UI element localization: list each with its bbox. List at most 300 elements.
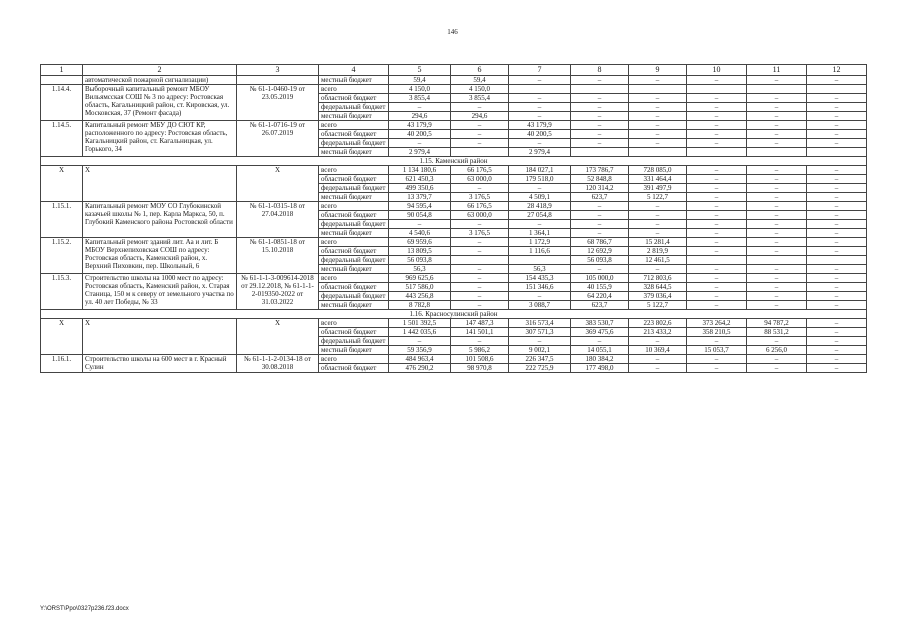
table-row bbox=[41, 319, 867, 328]
amount-cell: – bbox=[807, 76, 867, 85]
funding-source: федеральный бюджет bbox=[319, 103, 389, 112]
amount-cell: 40 155,9 bbox=[571, 283, 629, 292]
amount-cell: – bbox=[451, 220, 509, 229]
amount-cell: – bbox=[687, 247, 747, 256]
funding-source: всего bbox=[319, 121, 389, 130]
amount-cell: – bbox=[807, 328, 867, 337]
amount-cell: – bbox=[807, 193, 867, 202]
amount-cell: – bbox=[687, 202, 747, 211]
amount-cell bbox=[629, 85, 687, 94]
budget-table bbox=[40, 64, 867, 373]
amount-cell: – bbox=[807, 130, 867, 139]
amount-cell: 383 530,7 bbox=[571, 319, 629, 328]
amount-cell: 14 055,1 bbox=[571, 346, 629, 355]
amount-cell: – bbox=[509, 184, 571, 193]
amount-cell: – bbox=[389, 220, 451, 229]
amount-cell: 184 027,1 bbox=[509, 166, 571, 175]
object-description: Х bbox=[83, 166, 237, 202]
amount-cell: – bbox=[629, 139, 687, 148]
funding-source: областной бюджет bbox=[319, 283, 389, 292]
header-cell: 3 bbox=[237, 65, 319, 76]
amount-cell: – bbox=[629, 355, 687, 364]
funding-source: всего bbox=[319, 274, 389, 283]
funding-source: областной бюджет bbox=[319, 94, 389, 103]
item-number: 1.15.2. bbox=[41, 238, 83, 274]
amount-cell: 94 787,2 bbox=[747, 319, 807, 328]
amount-cell: – bbox=[509, 220, 571, 229]
amount-cell: – bbox=[509, 337, 571, 346]
amount-cell: – bbox=[451, 130, 509, 139]
header-cell: 7 bbox=[509, 65, 571, 76]
amount-cell: – bbox=[747, 229, 807, 238]
amount-cell: – bbox=[807, 112, 867, 121]
funding-source: областной бюджет bbox=[319, 328, 389, 337]
amount-cell: – bbox=[509, 139, 571, 148]
amount-cell: – bbox=[451, 121, 509, 130]
amount-cell: – bbox=[571, 121, 629, 130]
amount-cell: – bbox=[807, 274, 867, 283]
amount-cell: 1 501 392,5 bbox=[389, 319, 451, 328]
amount-cell: – bbox=[451, 238, 509, 247]
amount-cell: – bbox=[571, 220, 629, 229]
item-number: 1.16.1. bbox=[41, 355, 83, 373]
amount-cell: 373 264,2 bbox=[687, 319, 747, 328]
object-description: Выборочный капитальный ремонт МБОУ Вильямсская СОШ № 3 по адресу: Ростовская область, Кагальницкий район, ст. Кировская, ул. Московская, 37 (Ремонт фасада) bbox=[83, 85, 237, 121]
amount-cell: 52 848,8 bbox=[571, 175, 629, 184]
amount-cell: 15 053,7 bbox=[687, 346, 747, 355]
amount-cell: – bbox=[807, 103, 867, 112]
amount-cell: – bbox=[571, 211, 629, 220]
amount-cell: 728 085,0 bbox=[629, 166, 687, 175]
amount-cell: 1 116,6 bbox=[509, 247, 571, 256]
amount-cell: – bbox=[747, 211, 807, 220]
amount-cell: – bbox=[687, 112, 747, 121]
item-number bbox=[41, 76, 83, 85]
amount-cell: – bbox=[687, 139, 747, 148]
amount-cell: – bbox=[687, 229, 747, 238]
amount-cell: 1 364,1 bbox=[509, 229, 571, 238]
object-description: Капитальный ремонт МОУ СО Глубокинской казачьей школы № 1, пер. Карла Маркса, 50, п. Глубокий Каменского района Ростовской области bbox=[83, 202, 237, 238]
funding-source: местный бюджет bbox=[319, 346, 389, 355]
object-description: Капитальный ремонт МБУ ДО СЮТ КР, расположенного по адресу: Ростовская область, Кагальницкий район, ст. Кагальницкая, ул. Горького, 34 bbox=[83, 121, 237, 157]
document-reference bbox=[237, 76, 319, 85]
amount-cell: – bbox=[571, 202, 629, 211]
file-path: Y:\ORST\Ppo\0327p236.f23.docx bbox=[40, 606, 129, 612]
funding-source: федеральный бюджет bbox=[319, 292, 389, 301]
amount-cell: – bbox=[747, 103, 807, 112]
amount-cell: – bbox=[807, 94, 867, 103]
header-cell: 5 bbox=[389, 65, 451, 76]
amount-cell: – bbox=[807, 121, 867, 130]
amount-cell: 98 970,8 bbox=[451, 364, 509, 373]
amount-cell: – bbox=[747, 94, 807, 103]
amount-cell: 63 000,0 bbox=[451, 211, 509, 220]
amount-cell: – bbox=[389, 139, 451, 148]
amount-cell: – bbox=[807, 292, 867, 301]
amount-cell: 391 497,9 bbox=[629, 184, 687, 193]
amount-cell: 12 461,5 bbox=[629, 256, 687, 265]
amount-cell: – bbox=[807, 202, 867, 211]
amount-cell: 179 518,0 bbox=[509, 175, 571, 184]
amount-cell: 56,3 bbox=[389, 265, 451, 274]
header-cell: 6 bbox=[451, 65, 509, 76]
amount-cell: 147 487,3 bbox=[451, 319, 509, 328]
amount-cell: – bbox=[747, 274, 807, 283]
amount-cell: 358 210,5 bbox=[687, 328, 747, 337]
amount-cell: – bbox=[451, 139, 509, 148]
amount-cell: – bbox=[451, 337, 509, 346]
amount-cell: 56,3 bbox=[509, 265, 571, 274]
header-cell: 11 bbox=[747, 65, 807, 76]
amount-cell: – bbox=[629, 229, 687, 238]
amount-cell: – bbox=[571, 229, 629, 238]
amount-cell: 294,6 bbox=[389, 112, 451, 121]
document-reference: Х bbox=[237, 319, 319, 355]
amount-cell: 499 350,6 bbox=[389, 184, 451, 193]
amount-cell: – bbox=[807, 355, 867, 364]
amount-cell: – bbox=[629, 94, 687, 103]
amount-cell: – bbox=[629, 211, 687, 220]
amount-cell: – bbox=[451, 184, 509, 193]
amount-cell: 2 979,4 bbox=[389, 148, 451, 157]
amount-cell bbox=[747, 256, 807, 265]
item-number: 1.14.4. bbox=[41, 85, 83, 121]
amount-cell: – bbox=[747, 337, 807, 346]
amount-cell: – bbox=[747, 193, 807, 202]
amount-cell: 141 501,1 bbox=[451, 328, 509, 337]
amount-cell bbox=[509, 85, 571, 94]
amount-cell bbox=[807, 148, 867, 157]
funding-source: местный бюджет bbox=[319, 112, 389, 121]
amount-cell: 226 347,5 bbox=[509, 355, 571, 364]
amount-cell: – bbox=[509, 76, 571, 85]
document-reference: № 61-1-0315-18 от 27.04.2018 bbox=[237, 202, 319, 238]
amount-cell: 2 819,9 bbox=[629, 247, 687, 256]
amount-cell: – bbox=[389, 103, 451, 112]
amount-cell: 443 256,8 bbox=[389, 292, 451, 301]
amount-cell: 213 433,2 bbox=[629, 328, 687, 337]
amount-cell bbox=[571, 85, 629, 94]
amount-cell bbox=[629, 148, 687, 157]
amount-cell: – bbox=[509, 292, 571, 301]
amount-cell: – bbox=[629, 265, 687, 274]
amount-cell: 94 595,4 bbox=[389, 202, 451, 211]
amount-cell: 1 134 180,6 bbox=[389, 166, 451, 175]
item-number: 1.15.3. bbox=[41, 274, 83, 310]
amount-cell: 379 036,4 bbox=[629, 292, 687, 301]
amount-cell: 68 786,7 bbox=[571, 238, 629, 247]
table-row bbox=[41, 166, 867, 175]
amount-cell: 120 314,2 bbox=[571, 184, 629, 193]
amount-cell: 517 586,0 bbox=[389, 283, 451, 292]
amount-cell: 5 122,7 bbox=[629, 301, 687, 310]
document-reference: № 61-1-0460-19 от 23.05.2019 bbox=[237, 85, 319, 121]
amount-cell: – bbox=[451, 274, 509, 283]
object-description: Х bbox=[83, 319, 237, 355]
amount-cell: 43 179,9 bbox=[509, 121, 571, 130]
amount-cell: 4 509,1 bbox=[509, 193, 571, 202]
amount-cell: 3 088,7 bbox=[509, 301, 571, 310]
funding-source: федеральный бюджет bbox=[319, 139, 389, 148]
amount-cell bbox=[807, 85, 867, 94]
amount-cell: 222 725,9 bbox=[509, 364, 571, 373]
object-description: Строительство школы на 600 мест в г. Красный Сулин bbox=[83, 355, 237, 373]
amount-cell: 40 200,5 bbox=[389, 130, 451, 139]
amount-cell: – bbox=[747, 283, 807, 292]
amount-cell: – bbox=[451, 292, 509, 301]
section-title: 1.15. Каменский район bbox=[41, 157, 867, 166]
amount-cell: 28 418,9 bbox=[509, 202, 571, 211]
item-number: Х bbox=[41, 166, 83, 202]
funding-source: областной бюджет bbox=[319, 247, 389, 256]
funding-source: местный бюджет bbox=[319, 76, 389, 85]
amount-cell: – bbox=[629, 220, 687, 229]
funding-source: всего bbox=[319, 202, 389, 211]
amount-cell: 13 379,7 bbox=[389, 193, 451, 202]
amount-cell: – bbox=[807, 283, 867, 292]
amount-cell: 66 176,5 bbox=[451, 166, 509, 175]
funding-source: федеральный бюджет bbox=[319, 220, 389, 229]
amount-cell: – bbox=[571, 139, 629, 148]
amount-cell: – bbox=[509, 112, 571, 121]
amount-cell: – bbox=[807, 238, 867, 247]
amount-cell: 5 122,7 bbox=[629, 193, 687, 202]
table-row bbox=[41, 85, 867, 94]
amount-cell: 40 200,5 bbox=[509, 130, 571, 139]
amount-cell: 712 803,6 bbox=[629, 274, 687, 283]
amount-cell bbox=[747, 148, 807, 157]
amount-cell: – bbox=[807, 247, 867, 256]
amount-cell: – bbox=[571, 94, 629, 103]
document-reference: Х bbox=[237, 166, 319, 202]
funding-source: федеральный бюджет bbox=[319, 256, 389, 265]
object-description: Строительство школы на 1000 мест по адресу: Ростовская область, Каменский район, х. Старая Станица, 150 м к северу от земельного участка по ул. 40 лет Победы, № 33 bbox=[83, 274, 237, 310]
amount-cell: – bbox=[389, 337, 451, 346]
amount-cell: – bbox=[451, 247, 509, 256]
amount-cell: – bbox=[687, 274, 747, 283]
amount-cell: – bbox=[571, 103, 629, 112]
amount-cell: 4 540,6 bbox=[389, 229, 451, 238]
header-cell: 9 bbox=[629, 65, 687, 76]
amount-cell: – bbox=[747, 121, 807, 130]
amount-cell: 9 002,1 bbox=[509, 346, 571, 355]
table-row bbox=[41, 274, 867, 283]
amount-cell: 69 959,6 bbox=[389, 238, 451, 247]
amount-cell: 4 150,0 bbox=[451, 85, 509, 94]
amount-cell: – bbox=[807, 337, 867, 346]
document-reference: № 61-1-1-2-0134-18 от 30.08.2018 bbox=[237, 355, 319, 373]
amount-cell: 2 979,4 bbox=[509, 148, 571, 157]
document-reference: № 61-1-1-3-009614-2018 от 29.12.2018, № 61-1-1-2-019350-2022 от 31.03.2022 bbox=[237, 274, 319, 310]
amount-cell: 328 644,5 bbox=[629, 283, 687, 292]
amount-cell: – bbox=[807, 220, 867, 229]
amount-cell: 59 356,9 bbox=[389, 346, 451, 355]
header-cell: 12 bbox=[807, 65, 867, 76]
amount-cell: – bbox=[629, 130, 687, 139]
amount-cell: – bbox=[747, 265, 807, 274]
amount-cell: – bbox=[747, 301, 807, 310]
amount-cell: 294,6 bbox=[451, 112, 509, 121]
amount-cell: – bbox=[747, 184, 807, 193]
table-row bbox=[41, 355, 867, 364]
amount-cell: – bbox=[571, 130, 629, 139]
amount-cell: – bbox=[629, 112, 687, 121]
amount-cell: 64 220,4 bbox=[571, 292, 629, 301]
amount-cell: – bbox=[807, 184, 867, 193]
funding-source: областной бюджет bbox=[319, 130, 389, 139]
amount-cell: – bbox=[687, 121, 747, 130]
header-cell: 8 bbox=[571, 65, 629, 76]
amount-cell: 5 986,2 bbox=[451, 346, 509, 355]
header-cell: 4 bbox=[319, 65, 389, 76]
amount-cell: – bbox=[629, 76, 687, 85]
amount-cell: – bbox=[687, 220, 747, 229]
amount-cell: – bbox=[747, 76, 807, 85]
amount-cell: 3 855,4 bbox=[451, 94, 509, 103]
amount-cell: – bbox=[687, 103, 747, 112]
amount-cell: – bbox=[747, 355, 807, 364]
amount-cell: – bbox=[571, 112, 629, 121]
amount-cell: 101 508,6 bbox=[451, 355, 509, 364]
amount-cell: 331 464,4 bbox=[629, 175, 687, 184]
amount-cell: 90 054,8 bbox=[389, 211, 451, 220]
amount-cell: – bbox=[687, 301, 747, 310]
amount-cell: – bbox=[807, 139, 867, 148]
amount-cell: 12 692,9 bbox=[571, 247, 629, 256]
table-row bbox=[41, 202, 867, 211]
amount-cell: – bbox=[509, 94, 571, 103]
funding-source: всего bbox=[319, 238, 389, 247]
amount-cell: – bbox=[571, 265, 629, 274]
amount-cell: 177 498,0 bbox=[571, 364, 629, 373]
amount-cell: – bbox=[747, 364, 807, 373]
object-description: автоматической пожарной сигнализации) bbox=[83, 76, 237, 85]
amount-cell: – bbox=[509, 103, 571, 112]
amount-cell: – bbox=[747, 139, 807, 148]
object-description: Капитальный ремонт зданий лит. Аа и лит. Б МБОУ Верхнепиховская СОШ по адресу: Ростовская область, Каменский район, х. Верхний Пиховкин, пер. Школьный, 6 bbox=[83, 238, 237, 274]
amount-cell: – bbox=[687, 130, 747, 139]
funding-source: областной бюджет bbox=[319, 211, 389, 220]
amount-cell: 3 176,5 bbox=[451, 193, 509, 202]
amount-cell: 10 369,4 bbox=[629, 346, 687, 355]
amount-cell: 8 782,8 bbox=[389, 301, 451, 310]
amount-cell: 484 963,4 bbox=[389, 355, 451, 364]
amount-cell: 151 346,6 bbox=[509, 283, 571, 292]
amount-cell: 180 384,2 bbox=[571, 355, 629, 364]
amount-cell: 307 571,3 bbox=[509, 328, 571, 337]
item-number: 1.15.1. bbox=[41, 202, 83, 238]
amount-cell: – bbox=[747, 238, 807, 247]
amount-cell: – bbox=[571, 337, 629, 346]
section-row bbox=[41, 310, 867, 319]
funding-source: местный бюджет bbox=[319, 301, 389, 310]
amount-cell: 623,7 bbox=[571, 193, 629, 202]
amount-cell: – bbox=[747, 202, 807, 211]
amount-cell bbox=[687, 256, 747, 265]
amount-cell bbox=[807, 256, 867, 265]
funding-source: областной бюджет bbox=[319, 175, 389, 184]
section-row bbox=[41, 157, 867, 166]
funding-source: федеральный бюджет bbox=[319, 337, 389, 346]
funding-source: местный бюджет bbox=[319, 229, 389, 238]
amount-cell: – bbox=[687, 166, 747, 175]
amount-cell: – bbox=[687, 337, 747, 346]
amount-cell: 56 093,8 bbox=[389, 256, 451, 265]
document-reference: № 61-1-0716-19 от 26.07.2019 bbox=[237, 121, 319, 157]
header-cell: 1 bbox=[41, 65, 83, 76]
amount-cell: 59,4 bbox=[451, 76, 509, 85]
amount-cell: – bbox=[747, 166, 807, 175]
amount-cell: – bbox=[571, 76, 629, 85]
amount-cell: – bbox=[687, 265, 747, 274]
amount-cell: 15 281,4 bbox=[629, 238, 687, 247]
amount-cell: – bbox=[747, 175, 807, 184]
funding-source: федеральный бюджет bbox=[319, 184, 389, 193]
amount-cell: – bbox=[747, 292, 807, 301]
funding-source: областной бюджет bbox=[319, 364, 389, 373]
amount-cell bbox=[571, 148, 629, 157]
table-row bbox=[41, 121, 867, 130]
amount-cell: 621 450,3 bbox=[389, 175, 451, 184]
header-row bbox=[41, 65, 867, 76]
amount-cell: 476 290,2 bbox=[389, 364, 451, 373]
table-row bbox=[41, 76, 867, 85]
amount-cell: – bbox=[807, 229, 867, 238]
amount-cell: 63 000,0 bbox=[451, 175, 509, 184]
amount-cell: – bbox=[629, 121, 687, 130]
amount-cell: 56 093,8 bbox=[571, 256, 629, 265]
item-number: 1.14.5. bbox=[41, 121, 83, 157]
amount-cell: – bbox=[807, 364, 867, 373]
funding-source: всего bbox=[319, 319, 389, 328]
amount-cell: – bbox=[807, 319, 867, 328]
amount-cell: – bbox=[807, 301, 867, 310]
amount-cell: – bbox=[747, 247, 807, 256]
amount-cell: – bbox=[451, 301, 509, 310]
amount-cell: – bbox=[687, 238, 747, 247]
amount-cell: 1 442 035,6 bbox=[389, 328, 451, 337]
amount-cell: 43 179,9 bbox=[389, 121, 451, 130]
page-number: 146 bbox=[447, 28, 458, 36]
amount-cell: 969 625,6 bbox=[389, 274, 451, 283]
header-cell: 10 bbox=[687, 65, 747, 76]
amount-cell: 223 802,6 bbox=[629, 319, 687, 328]
amount-cell: – bbox=[747, 220, 807, 229]
amount-cell: – bbox=[629, 364, 687, 373]
funding-source: всего bbox=[319, 85, 389, 94]
amount-cell: 3 176,5 bbox=[451, 229, 509, 238]
amount-cell: 88 531,2 bbox=[747, 328, 807, 337]
amount-cell: – bbox=[629, 103, 687, 112]
amount-cell bbox=[747, 85, 807, 94]
document-reference: № 61-1-0851-18 от 15.10.2018 bbox=[237, 238, 319, 274]
amount-cell bbox=[509, 256, 571, 265]
amount-cell: 27 054,8 bbox=[509, 211, 571, 220]
amount-cell: – bbox=[687, 193, 747, 202]
amount-cell: – bbox=[807, 346, 867, 355]
amount-cell: – bbox=[687, 364, 747, 373]
amount-cell: – bbox=[451, 283, 509, 292]
section-title: 1.16. Красносулинский район bbox=[41, 310, 867, 319]
amount-cell: – bbox=[807, 211, 867, 220]
amount-cell: – bbox=[629, 337, 687, 346]
amount-cell: 173 786,7 bbox=[571, 166, 629, 175]
amount-cell: – bbox=[451, 103, 509, 112]
amount-cell: – bbox=[687, 76, 747, 85]
amount-cell: – bbox=[747, 130, 807, 139]
funding-source: местный бюджет bbox=[319, 148, 389, 157]
amount-cell: 6 256,0 bbox=[747, 346, 807, 355]
